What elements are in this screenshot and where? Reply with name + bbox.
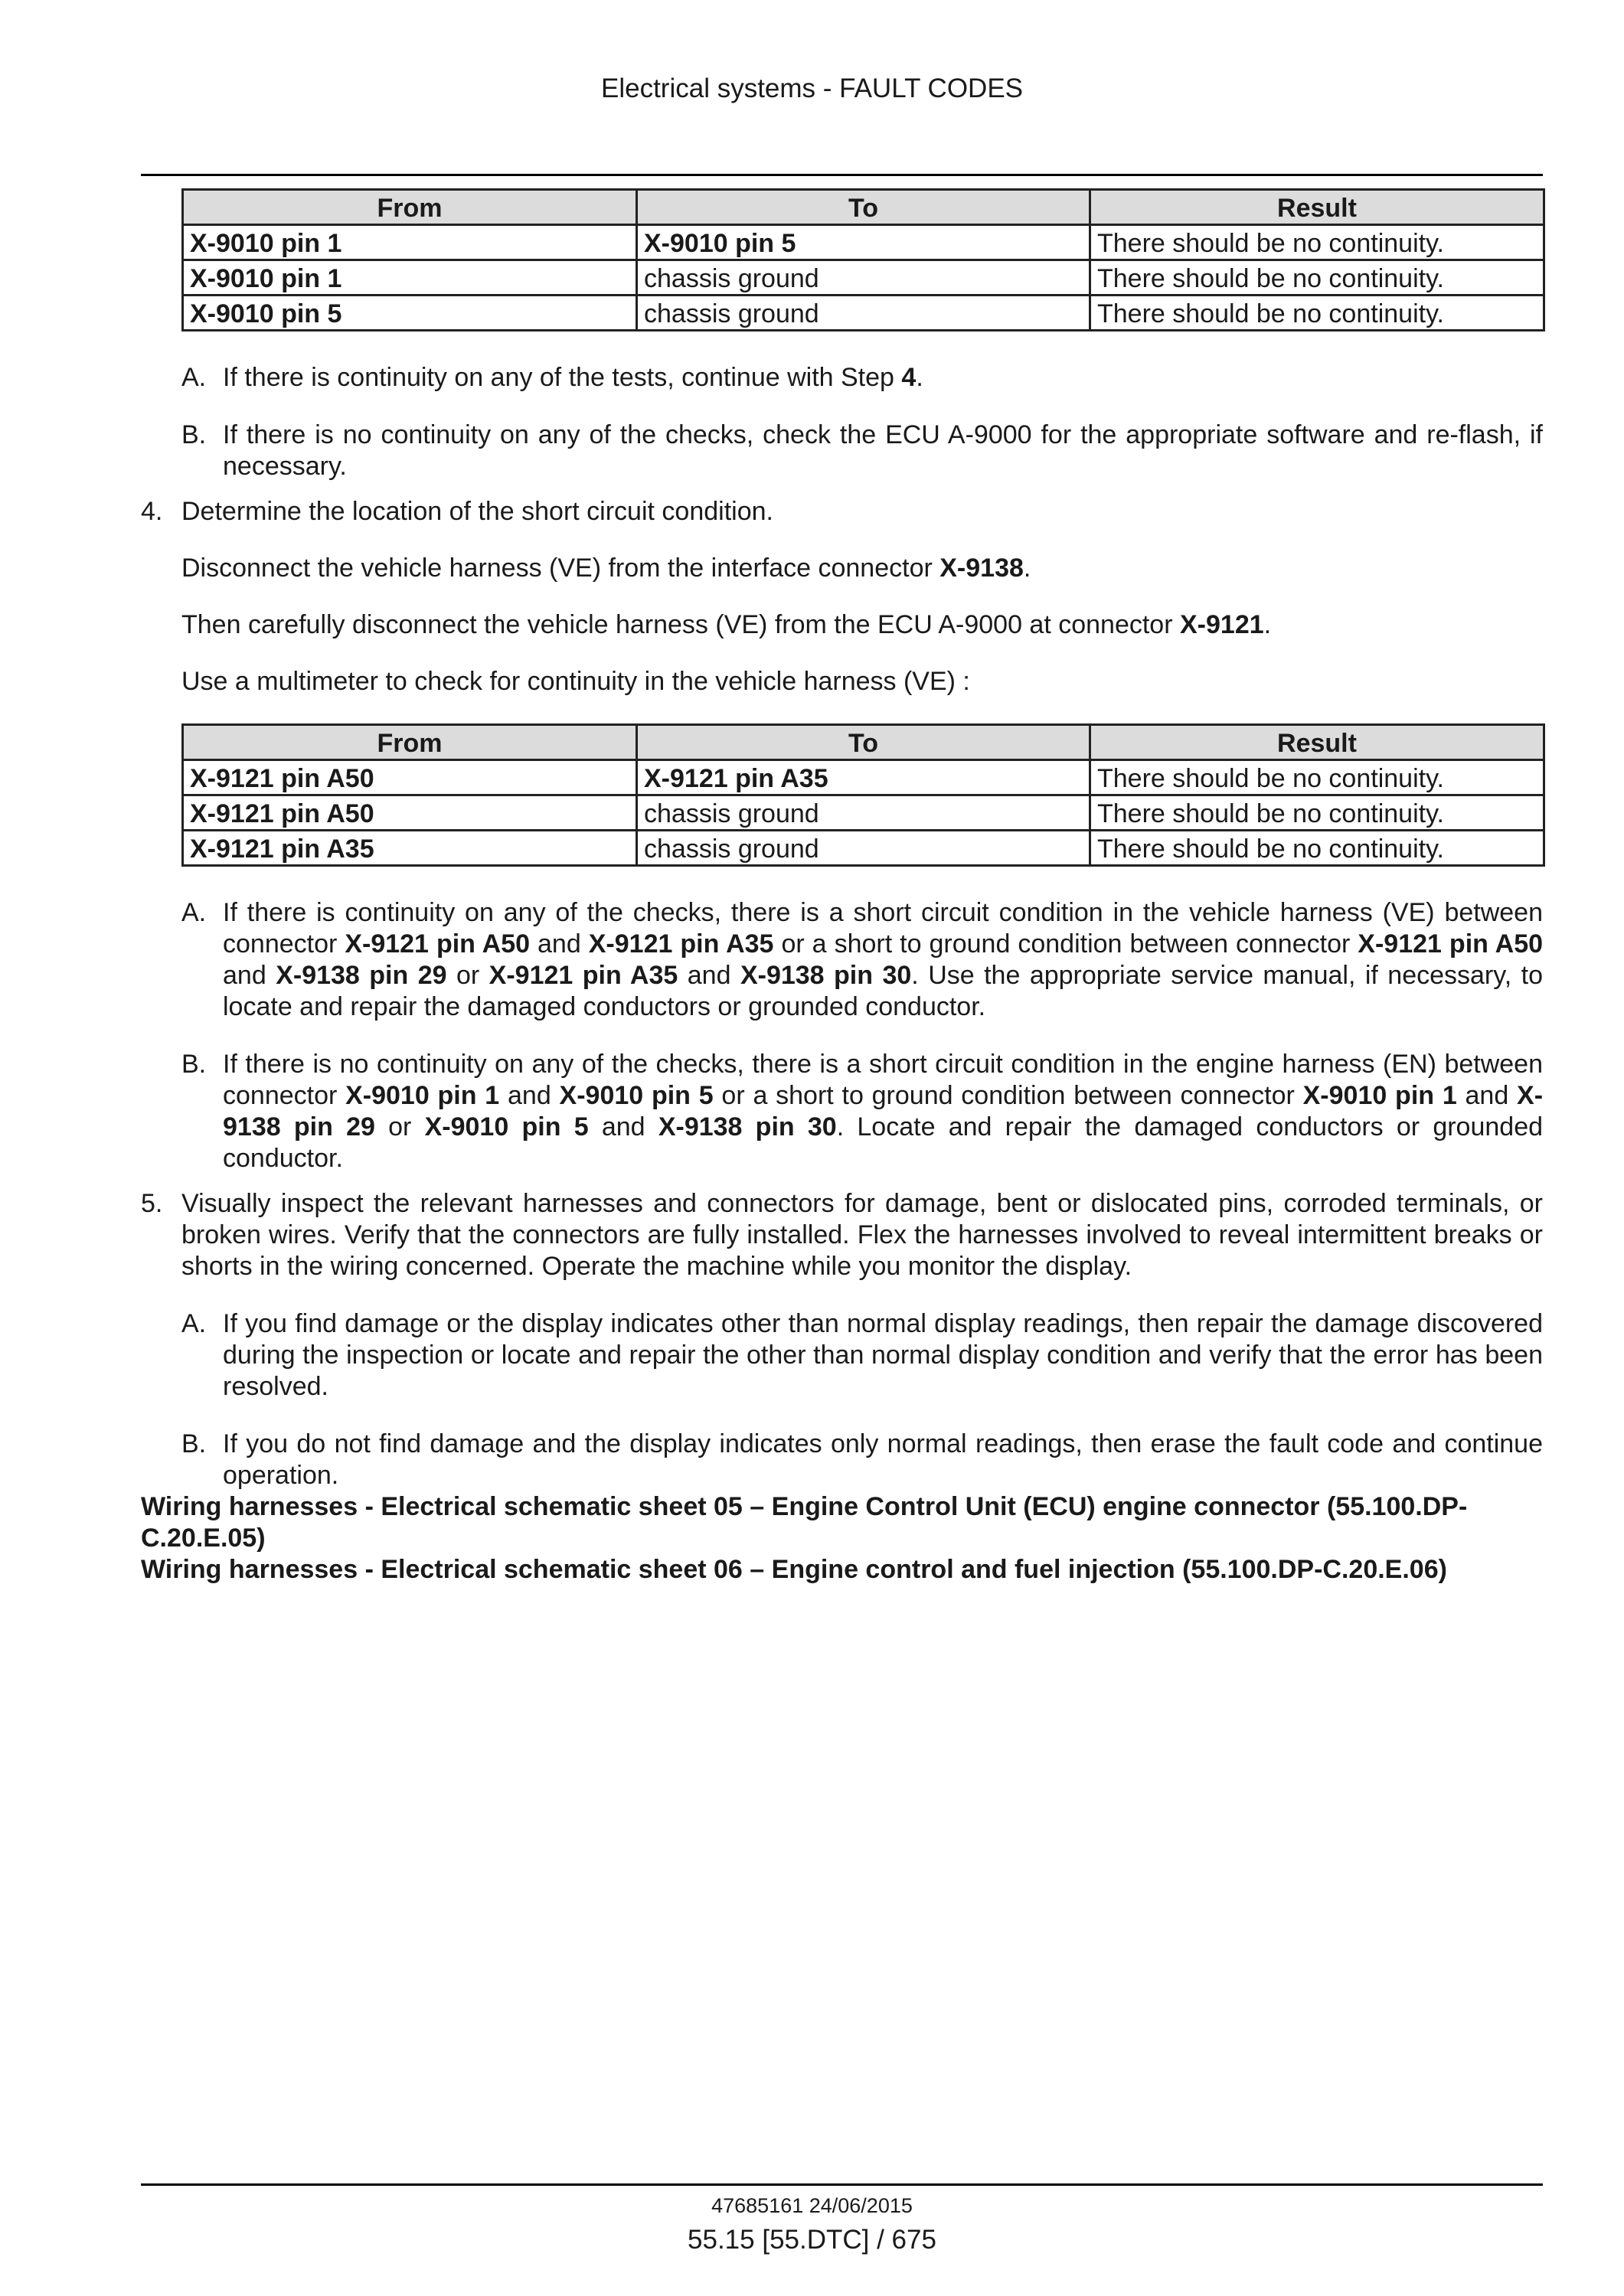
footer-document-id: 47685161 24/06/2015	[711, 2194, 913, 2217]
step-text: . Use the appropriate service manual, if necessary, to locate and repair the damaged conductors or grounded conductor.	[223, 961, 1543, 1021]
step-text: If there is no continuity on any of the checks, there is a short circuit condition in the engine harness (EN) between connector	[223, 1050, 1543, 1110]
step-text: . Locate and repair the damaged conductors or grounded conductor.	[223, 1112, 1544, 1173]
step-text: If there is continuity on any of the checks, there is a short circuit condition in the vehicle harness (VE) between connector	[223, 898, 1543, 959]
step-text: or a short to ground condition between connector	[773, 929, 1358, 959]
punctuation: .	[916, 363, 923, 392]
page-content	[141, 188, 1543, 1586]
list-marker: 4.	[141, 497, 163, 526]
cell-from: X-9121 pin A50	[183, 760, 637, 795]
cell-from: X-9010 pin 1	[183, 260, 637, 296]
connector-id: X-9121 pin A35	[489, 961, 678, 990]
step-text: Visually inspect the relevant harnesses and connectors for damage, bent or dislocated pins, corroded terminals, or broken wires. Verify that the connectors are fully installed. Flex the harnesses involved to reveal intermittent breaks or shorts in the wiring concerned. Operate the machine while you monitor the display.	[181, 1189, 1543, 1281]
column-header-result: Result	[1090, 725, 1544, 760]
cell-to: X-9121 pin A35	[637, 760, 1090, 795]
cell-to: chassis ground	[637, 795, 1090, 831]
connector-id: X-9138	[939, 554, 1024, 583]
step-4a	[141, 897, 1543, 1023]
step-3a	[141, 362, 1543, 394]
table-row	[183, 260, 1544, 296]
table-row	[183, 760, 1544, 795]
table-header-row	[183, 725, 1544, 760]
reference-links	[141, 1491, 1543, 1586]
step-5	[141, 1188, 1543, 1282]
step-4b	[141, 1049, 1543, 1174]
connector-id: X-9138 pin 30	[740, 961, 912, 990]
step-text: and	[588, 1112, 658, 1141]
connector-id: X-9138 pin 30	[658, 1112, 837, 1141]
connector-id: X-9121	[1180, 610, 1264, 639]
connector-id: X-9010 pin 1	[1302, 1081, 1457, 1110]
step-text: and	[499, 1081, 560, 1110]
step-text: and	[1456, 1081, 1518, 1110]
step-text: and	[223, 961, 276, 990]
list-marker: B.	[181, 420, 207, 449]
column-header-result: Result	[1090, 190, 1544, 225]
connector-id: X-9010 pin 5	[559, 1081, 714, 1110]
continuity-table-1	[181, 188, 1545, 331]
list-marker: A.	[181, 898, 207, 927]
cell-from: X-9010 pin 1	[183, 225, 637, 260]
paragraph-text: Then carefully disconnect the vehicle harness (VE) from the ECU A-9000 at connector	[181, 610, 1180, 639]
cell-result: There should be no continuity.	[1090, 260, 1544, 296]
connector-id: X-9121 pin A50	[1358, 929, 1544, 959]
table-row	[183, 831, 1544, 866]
cell-result: There should be no continuity.	[1090, 795, 1544, 831]
list-marker: B.	[181, 1429, 207, 1458]
cell-to: X-9010 pin 5	[637, 225, 1090, 260]
list-marker: A.	[181, 1309, 207, 1338]
connector-id: X-9121 pin A35	[588, 929, 774, 959]
table-row	[183, 225, 1544, 260]
continuity-table-2	[181, 723, 1545, 867]
cell-result: There should be no continuity.	[1090, 831, 1544, 866]
cell-to: chassis ground	[637, 831, 1090, 866]
connector-id: X-9121 pin A50	[345, 929, 531, 959]
list-marker: A.	[181, 363, 207, 392]
header-rule	[141, 174, 1543, 176]
column-header-to: To	[637, 190, 1090, 225]
schematic-link-sheet-05[interactable]: Wiring harnesses - Electrical schematic sheet 05 – Engine Control Unit (ECU) engine connector (55.100.DP-C.20.E.05)	[141, 1492, 1468, 1553]
step-text: If there is continuity on any of the tests, continue with Step	[223, 363, 902, 392]
step-text: or	[374, 1112, 425, 1141]
table-row	[183, 296, 1544, 331]
punctuation: .	[1263, 610, 1272, 639]
step-text: If there is no continuity on any of the checks, check the ECU A-9000 for the appropriate software and re-flash, if necessary.	[223, 420, 1543, 481]
table-row	[183, 795, 1544, 831]
step-text: or a short to ground condition between connector	[713, 1081, 1303, 1110]
step-text: If you do not find damage and the display indicates only normal readings, then erase the fault code and continue operation.	[223, 1429, 1543, 1490]
cell-to: chassis ground	[637, 296, 1090, 331]
step-4-paragraph-3: Use a multimeter to check for continuity in the vehicle harness (VE) :	[181, 667, 970, 696]
step-3b	[141, 420, 1543, 482]
connector-id: X-9010 pin 1	[345, 1081, 500, 1110]
list-marker: B.	[181, 1050, 207, 1079]
footer-rule	[141, 2183, 1543, 2186]
cell-result: There should be no continuity.	[1090, 225, 1544, 260]
step-4-paragraph-2	[141, 609, 1543, 641]
step-4	[141, 496, 1543, 527]
punctuation: .	[1023, 554, 1031, 583]
paragraph-text: Disconnect the vehicle harness (VE) from the interface connector	[181, 554, 940, 583]
connector-id: X-9138 pin 29	[223, 1081, 1544, 1141]
column-header-from: From	[183, 725, 637, 760]
step-text: Determine the location of the short circuit condition.	[181, 497, 773, 526]
page-header-title: Electrical systems - FAULT CODES	[600, 73, 1024, 103]
cell-from: X-9121 pin A35	[183, 831, 637, 866]
cell-from: X-9010 pin 5	[183, 296, 637, 331]
cell-to: chassis ground	[637, 260, 1090, 296]
step-text: and	[678, 961, 740, 990]
footer-page-number: 55.15 [55.DTC] / 675	[688, 2225, 936, 2255]
step-text: If you find damage or the display indicates other than normal display readings, then repair the damage discovered during the inspection or locate and repair the other than normal display condition and verify that the error has been resolved.	[223, 1309, 1543, 1401]
step-text: and	[530, 929, 589, 959]
cell-from: X-9121 pin A50	[183, 795, 637, 831]
column-header-to: To	[637, 725, 1090, 760]
connector-id: X-9138 pin 29	[276, 961, 447, 990]
table-header-row	[183, 190, 1544, 225]
list-marker: 5.	[141, 1189, 163, 1218]
cell-result: There should be no continuity.	[1090, 296, 1544, 331]
cell-result: There should be no continuity.	[1090, 760, 1544, 795]
step-5b	[141, 1429, 1543, 1491]
step-5a	[141, 1308, 1543, 1403]
schematic-link-sheet-06[interactable]: Wiring harnesses - Electrical schematic sheet 06 – Engine control and fuel injection (55.100.DP-C.20.E.06)	[141, 1555, 1447, 1584]
step-4-paragraph-1	[141, 553, 1543, 584]
connector-id: X-9010 pin 5	[424, 1112, 589, 1141]
step-text: or	[446, 961, 489, 990]
column-header-from: From	[183, 190, 637, 225]
step-reference: 4	[901, 363, 917, 392]
